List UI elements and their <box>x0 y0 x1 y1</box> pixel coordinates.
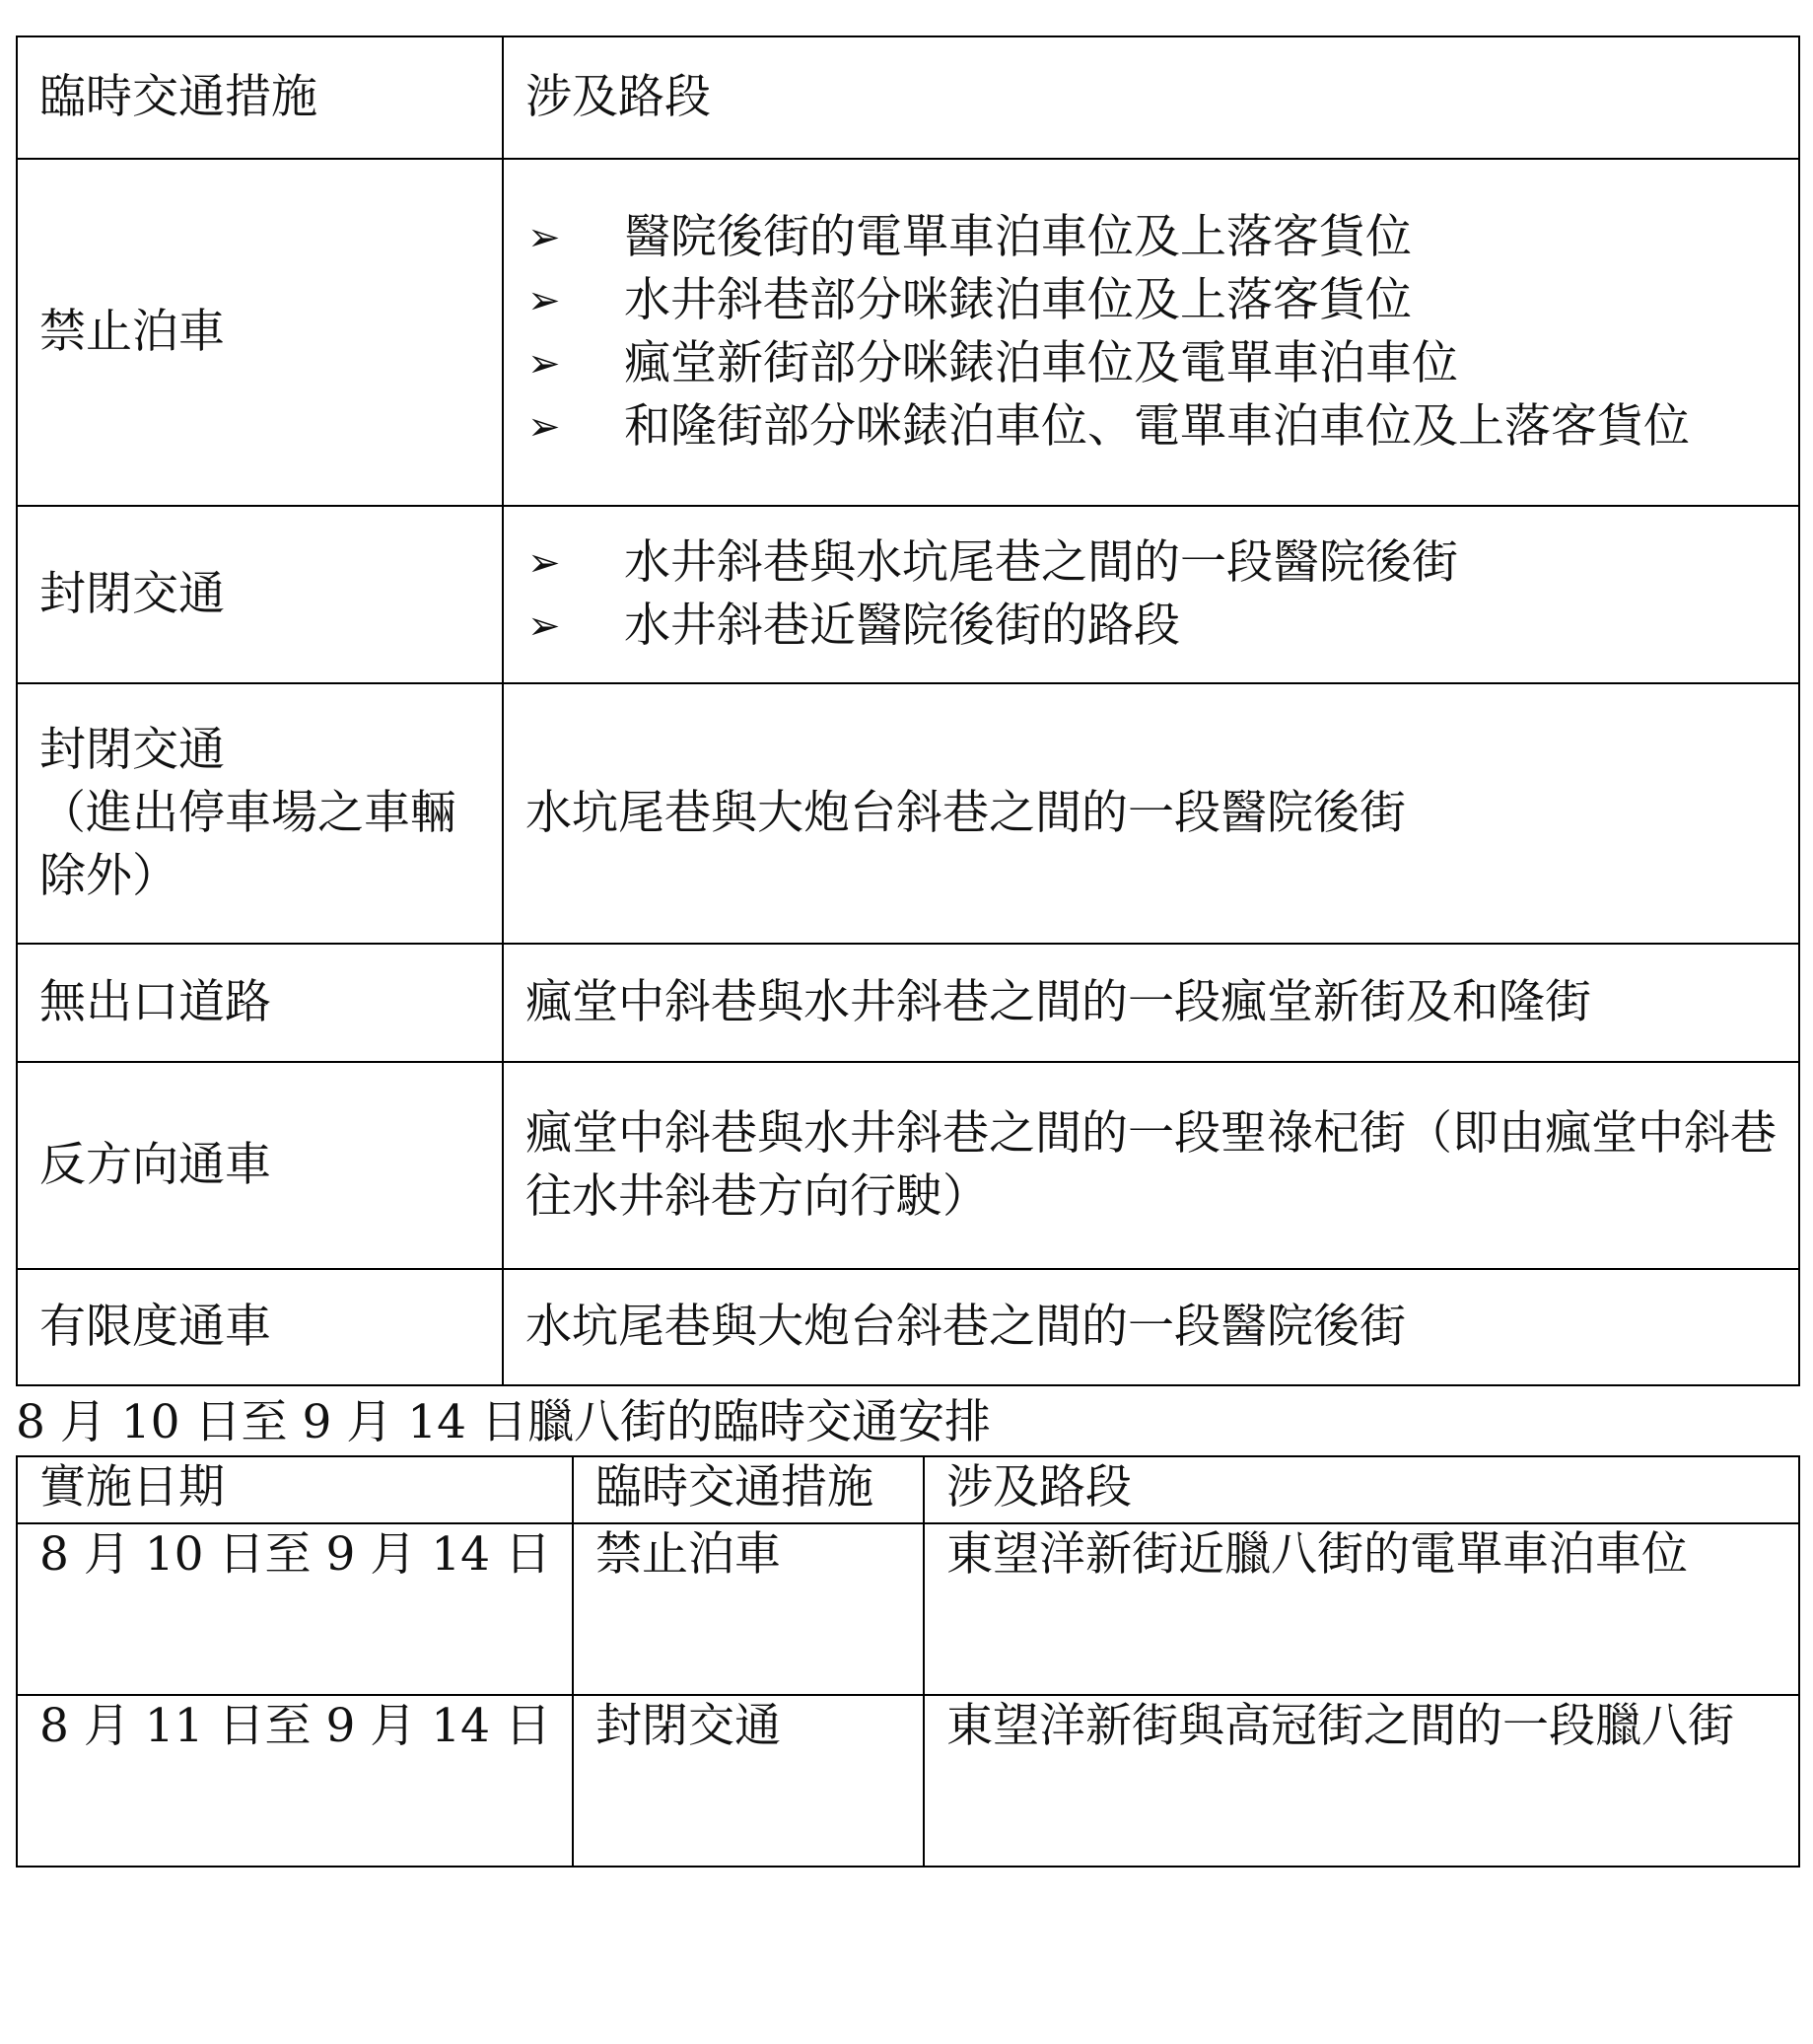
list-item: ➢ 水井斜巷與水坑尾巷之間的一段醫院後街 <box>525 531 1798 595</box>
date-cell: 8 月 11 日至 9 月 14 日 <box>17 1695 573 1867</box>
measure-cell: 有限度通車 <box>17 1269 503 1385</box>
date-cell: 8 月 10 日至 9 月 14 日 <box>17 1523 573 1695</box>
roads-cell: 東望洋新街近臘八街的電單車泊車位 <box>924 1523 1799 1695</box>
header-date: 實施日期 <box>17 1456 573 1523</box>
header-measure: 臨時交通措施 <box>17 36 503 159</box>
roads-cell <box>503 506 1799 683</box>
table-caption: 8 月 10 日至 9 月 14 日臘八街的臨時交通安排 <box>16 1395 991 1449</box>
arrow-bullet-icon: ➢ <box>527 404 561 450</box>
measure-cell: 禁止泊車 <box>17 159 503 506</box>
arrow-bullet-icon: ➢ <box>527 278 561 323</box>
measure-cell: 反方向通車 <box>17 1062 503 1269</box>
header-measure: 臨時交通措施 <box>573 1456 924 1523</box>
traffic-measures-table <box>16 35 1800 1386</box>
measure-cell: 封閉交通 <box>573 1695 924 1867</box>
laba-street-table <box>16 1455 1800 1868</box>
list-item: ➢ 水井斜巷部分咪錶泊車位及上落客貨位 <box>525 269 1798 332</box>
list-item: ➢ 醫院後街的電單車泊車位及上落客貨位 <box>525 206 1798 269</box>
arrow-bullet-icon: ➢ <box>527 603 561 649</box>
roads-cell: 水坑尾巷與大炮台斜巷之間的一段醫院後街 <box>503 1269 1799 1385</box>
roads-cell: 水坑尾巷與大炮台斜巷之間的一段醫院後街 <box>503 683 1799 944</box>
roads-cell <box>503 159 1799 506</box>
roads-cell: 東望洋新街與高冠街之間的一段臘八街 <box>924 1695 1799 1867</box>
list-item: ➢ 水井斜巷近醫院後街的路段 <box>525 595 1798 658</box>
arrow-bullet-icon: ➢ <box>527 215 561 260</box>
measure-cell: 禁止泊車 <box>573 1523 924 1695</box>
header-roads: 涉及路段 <box>924 1456 1799 1523</box>
measure-cell: 無出口道路 <box>17 944 503 1062</box>
measure-cell: 封閉交通 <box>17 506 503 683</box>
arrow-bullet-icon: ➢ <box>527 341 561 387</box>
list-item: ➢ 和隆街部分咪錶泊車位、電單車泊車位及上落客貨位 <box>525 395 1798 458</box>
arrow-bullet-icon: ➢ <box>527 540 561 586</box>
list-item: ➢ 瘋堂新街部分咪錶泊車位及電單車泊車位 <box>525 332 1798 395</box>
measure-cell: 封閉交通 （進出停車場之車輛除外） <box>17 683 503 944</box>
roads-cell: 瘋堂中斜巷與水井斜巷之間的一段瘋堂新街及和隆街 <box>503 944 1799 1062</box>
roads-cell: 瘋堂中斜巷與水井斜巷之間的一段聖祿杞街（即由瘋堂中斜巷往水井斜巷方向行駛） <box>503 1062 1799 1269</box>
header-roads: 涉及路段 <box>503 36 1799 159</box>
